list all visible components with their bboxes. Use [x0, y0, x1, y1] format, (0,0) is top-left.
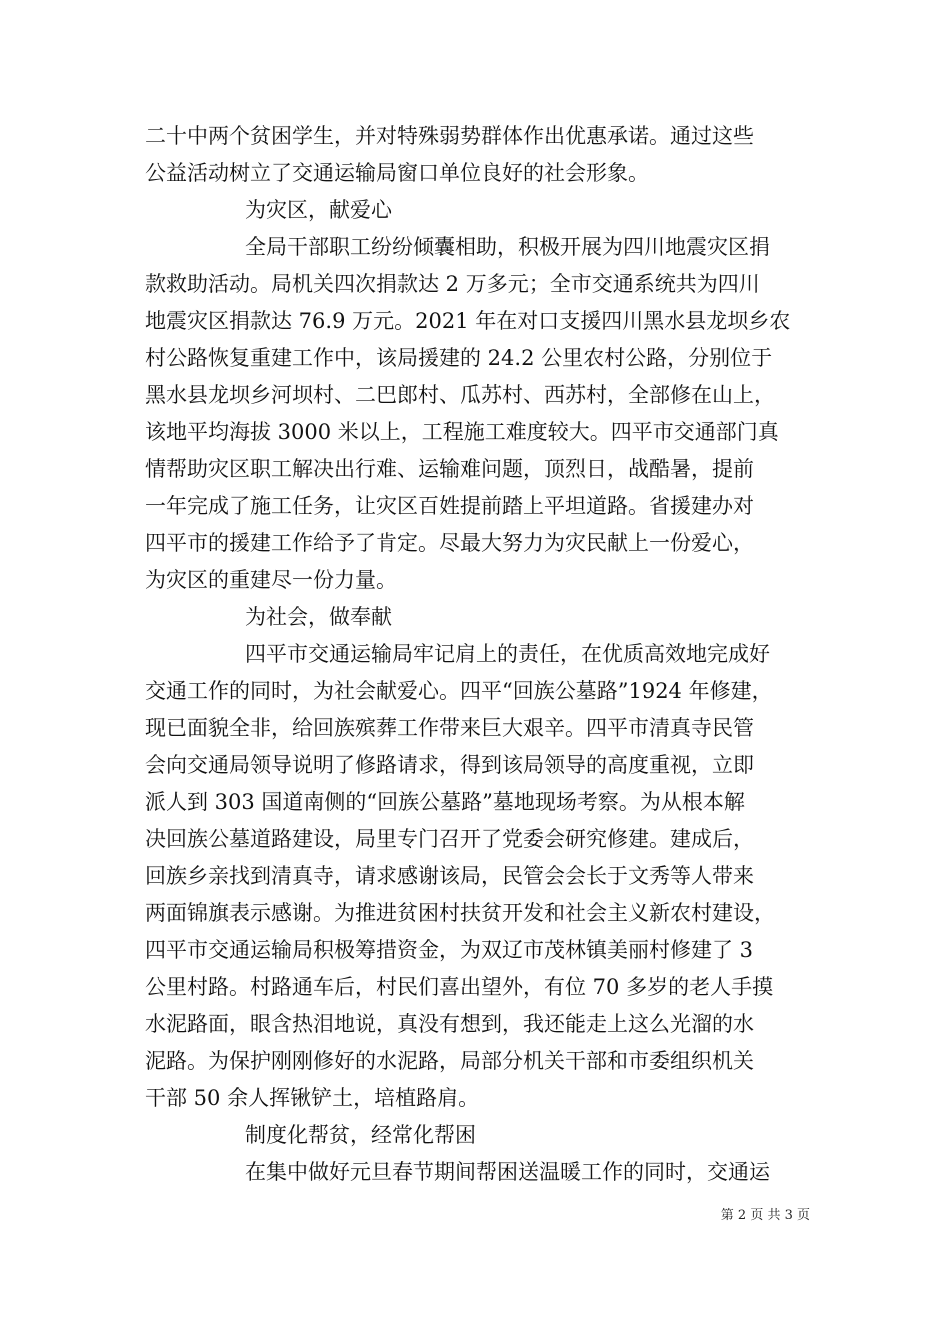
heading-text: 为灾区，献爱心 [245, 198, 392, 222]
heading-text: 为社会，做奉献 [245, 605, 392, 629]
text-line: 情帮助灾区职工解决出行难、运输难问题，顶烈日，战酷暑，提前 [145, 457, 754, 481]
text-line: 村公路恢复重建工作中，该局援建的 24.2 公里农村公路，分别位于 [145, 346, 773, 370]
text-line: 四平市交通运输局积极筹措资金，为双辽市茂林镇美丽村修建了 3 [145, 938, 754, 962]
text-line: 二十中两个贫困学生，并对特殊弱势群体作出优惠承诺。通过这些 [145, 124, 754, 148]
text-line: 全局干部职工纷纷倾囊相助，积极开展为四川地震灾区捐 [245, 235, 770, 259]
text-line: 四平市交通运输局牢记肩上的责任，在优质高效地完成好 [245, 642, 770, 666]
paragraph-society [145, 636, 810, 1117]
text-line: 地震灾区捐款达 76.9 万元。2021 年在对口支援四川黑水县龙坝乡农 [145, 309, 791, 333]
text-line: 一年完成了施工任务，让灾区百姓提前踏上平坦道路。省援建办对 [145, 494, 754, 518]
section-heading-disaster-relief [145, 192, 810, 229]
paragraph-continuation [145, 118, 810, 192]
text-line: 干部 50 余人挥锹铲土，培植路肩。 [145, 1086, 480, 1110]
text-line: 两面锦旗表示感谢。为推进贫困村扶贫开发和社会主义新农村建设， [145, 901, 775, 925]
document-body [145, 118, 810, 1191]
text-line: 现已面貌全非，给回族殡葬工作带来巨大艰辛。四平市清真寺民管 [145, 716, 754, 740]
text-line: 为灾区的重建尽一份力量。 [145, 568, 397, 592]
text-line: 派人到 303 国道南侧的“回族公墓路”墓地现场考察。为从根本解 [145, 790, 745, 814]
text-line: 会向交通局领导说明了修路请求，得到该局领导的高度重视，立即 [145, 753, 754, 777]
text-line: 决回族公墓道路建设，局里专门召开了党委会研究修建。建成后， [145, 827, 754, 851]
text-line: 该地平均海拔 3000 米以上，工程施工难度较大。四平市交通部门真 [145, 420, 779, 444]
text-line: 四平市的援建工作给予了肯定。尽最大努力为灾民献上一份爱心， [145, 531, 754, 555]
text-line: 在集中做好元旦春节期间帮困送温暖工作的同时，交通运 [245, 1160, 770, 1184]
text-line: 交通工作的同时，为社会献爱心。四平“回族公墓路”1924 年修建， [145, 679, 773, 703]
text-line: 黑水县龙坝乡河坝村、二巴郎村、瓜苏村、西苏村，全部修在山上， [145, 383, 775, 407]
text-line: 回族乡亲找到清真寺，请求感谢该局，民管会会长于文秀等人带来 [145, 864, 754, 888]
heading-text: 制度化帮贫，经常化帮困 [245, 1123, 476, 1147]
text-line: 款救助活动。局机关四次捐款达 2 万多元；全市交通系统共为四川 [145, 272, 760, 296]
text-line: 泥路。为保护刚刚修好的水泥路，局部分机关干部和市委组织机关 [145, 1049, 754, 1073]
paragraph-institutional-aid [145, 1154, 810, 1191]
text-line: 公里村路。村路通车后，村民们喜出望外，有位 70 多岁的老人手摸 [145, 975, 774, 999]
section-heading-society [145, 599, 810, 636]
text-line: 公益活动树立了交通运输局窗口单位良好的社会形象。 [145, 161, 649, 185]
text-line: 水泥路面，眼含热泪地说，真没有想到，我还能走上这么光溜的水 [145, 1012, 754, 1036]
paragraph-disaster-relief [145, 229, 810, 599]
page-number-footer: 第 2 页 共 3 页 [720, 1208, 810, 1223]
section-heading-institutional-aid [145, 1117, 810, 1154]
